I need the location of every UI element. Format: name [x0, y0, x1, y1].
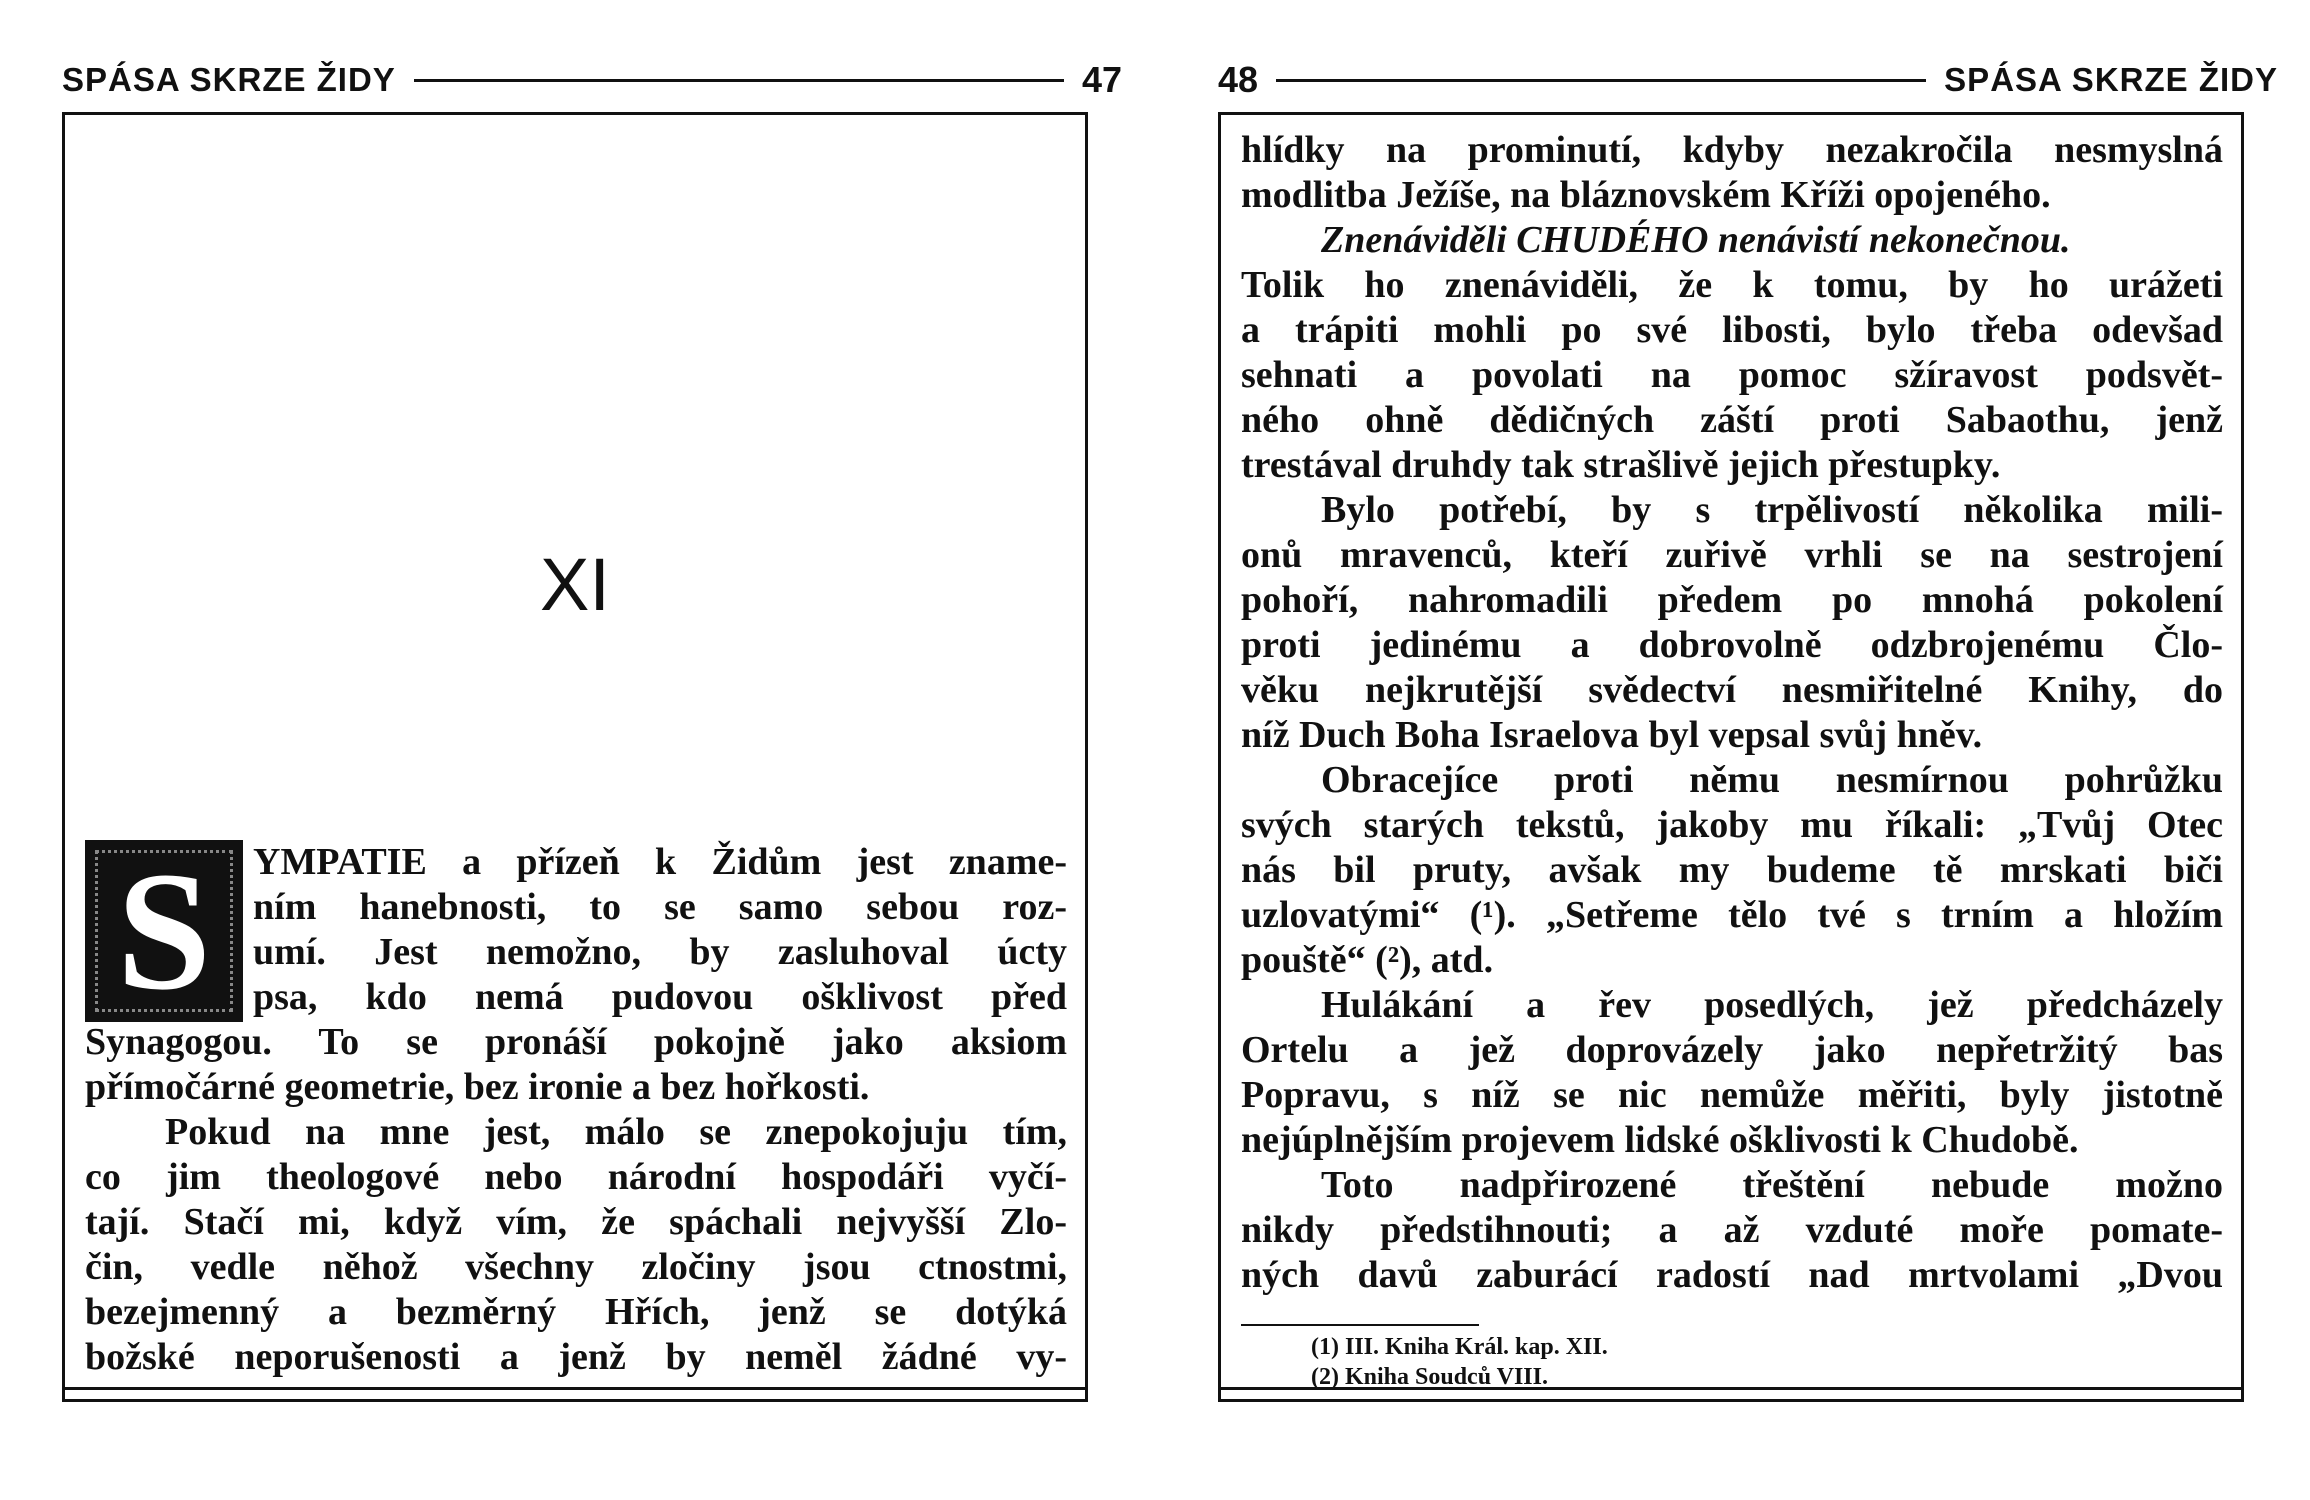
text-line: proti jedinému a dobrovolně odzbrojenému Člo- — [1241, 624, 2223, 666]
right-frame-top-rule — [1221, 112, 2241, 115]
text-line: sehnati a povolati na pomoc sžíravost podsvět- — [1241, 354, 2223, 396]
text-line: a trápiti mohli po své libosti, bylo třeba odevšad — [1241, 309, 2223, 351]
text-line: Popravu, s níž se nic nemůže měřiti, byly jistotně — [1241, 1074, 2223, 1116]
text-line: Bylo potřebí, by s trpělivostí několika mili- — [1321, 489, 2223, 531]
text-line: nejúplnějším projevem lidské ošklivosti k Chudobě. — [1241, 1119, 2079, 1161]
left-page-number: 47 — [1081, 59, 1122, 100]
text-line: Toto nadpřirozené třeštění nebude možno — [1321, 1164, 2223, 1206]
text-line: božské neporušenosti a jenž by neměl žádné vy- — [85, 1336, 1067, 1378]
dropcap-letter: S — [85, 840, 243, 1022]
right-running-title: SPÁSA SKRZE ŽIDY — [1944, 61, 2278, 98]
text-line: trestával druhdy tak strašlivě jejich přestupky. — [1241, 444, 2001, 486]
footnote-1: (1) III. Kniha Král. kap. XII. — [1311, 1334, 1608, 1360]
right-page — [1218, 0, 2278, 1500]
text-line: tají. Stačí mi, když vím, že spáchali nejvyšší Zlo- — [85, 1201, 1067, 1243]
text-line: YMPATIE a přízeň k Židům jest zname- — [253, 841, 1067, 883]
left-running-header — [62, 55, 1122, 105]
footnotes — [1311, 1332, 2211, 1392]
right-page-number: 48 — [1218, 59, 1259, 100]
footnote-rule — [1241, 1324, 1479, 1326]
left-text-frame — [62, 112, 1088, 1402]
text-line: bezejmenný a bezměrný Hřích, jenž se dotýká — [85, 1291, 1067, 1333]
text-line: Obracejíce proti němu nesmírnou pohrůžku — [1321, 759, 2223, 801]
left-header-rule — [414, 79, 1064, 82]
right-frame-bottom-rule — [1221, 1387, 2241, 1402]
text-line: Hulákání a řev posedlých, jež předcházely — [1321, 984, 2223, 1026]
text-line: hlídky na prominutí, kdyby nezakročila nesmyslná — [1241, 129, 2223, 171]
text-line: ného ohně dědičných záští proti Sabaothu, jenž — [1241, 399, 2223, 441]
text-line: věku nejkrutější svědectví nesmiřitelné Knihy, do — [1241, 669, 2223, 711]
text-line: Tolik ho znenáviděli, že k tomu, by ho urážeti — [1241, 264, 2223, 306]
text-line: níž Duch Boha Israelova byl vepsal svůj hněv. — [1241, 714, 1983, 756]
text-line: přímočárné geometrie, bez ironie a bez hořkosti. — [85, 1066, 870, 1108]
text-line: ných davů zaburácí radostí nad mrtvolami „Dvou — [1241, 1254, 2223, 1296]
right-body-text — [1241, 128, 2223, 1298]
right-header-rule — [1276, 79, 1926, 82]
text-line: psa, kdo nemá pudovou ošklivost před — [253, 976, 1067, 1018]
text-line: uzlovatými“ (¹). „Setřeme tělo tvé s trním a hložím — [1241, 894, 2223, 936]
text-line: umí. Jest nemožno, by zasluhoval úcty — [253, 931, 1067, 973]
right-text-frame — [1218, 112, 2244, 1402]
text-line: Ortelu a jež doprovázely jako nepřetržitý bas — [1241, 1029, 2223, 1071]
chapter-number: XI — [540, 543, 610, 626]
text-line: ním hanebnosti, to se samo sebou roz- — [253, 886, 1067, 928]
text-line: modlitba Ježíše, na bláznovském Kříži opojeného. — [1241, 174, 2051, 216]
footnote-2: (2) Kniha Soudců VIII. — [1311, 1364, 1548, 1390]
text-line: Znenáviděli CHUDÉHO nenávistí nekonečnou. — [1321, 219, 2071, 261]
text-line: co jim theologové nebo národní hospodáři vyčí- — [85, 1156, 1067, 1198]
text-line: nikdy předstihnouti; a až vzduté moře pomate- — [1241, 1209, 2223, 1251]
text-line: pohoří, nahromadili předem po mnohá pokolení — [1241, 579, 2223, 621]
left-page — [62, 0, 1122, 1500]
left-body-text — [85, 840, 1067, 1380]
text-line: nás bil pruty, avšak my budeme tě mrskati biči — [1241, 849, 2223, 891]
right-running-header — [1218, 55, 2278, 105]
text-line: pouště“ (²), atd. — [1241, 939, 1494, 981]
text-line: Synagogou. To se pronáší pokojně jako aksiom — [85, 1021, 1067, 1063]
text-line: Pokud na mne jest, málo se znepokojuju tím, — [165, 1111, 1067, 1153]
text-line: čin, vedle něhož všechny zločiny jsou ctnostmi, — [85, 1246, 1067, 1288]
text-line: svých starých tekstů, jakoby mu říkali: „Tvůj Otec — [1241, 804, 2223, 846]
left-frame-bottom-rule — [65, 1387, 1085, 1402]
left-running-title: SPÁSA SKRZE ŽIDY — [62, 61, 396, 98]
text-line: onů mravenců, kteří zuřivě vrhli se na sestrojení — [1241, 534, 2223, 576]
left-frame-top-rule — [65, 112, 1085, 115]
